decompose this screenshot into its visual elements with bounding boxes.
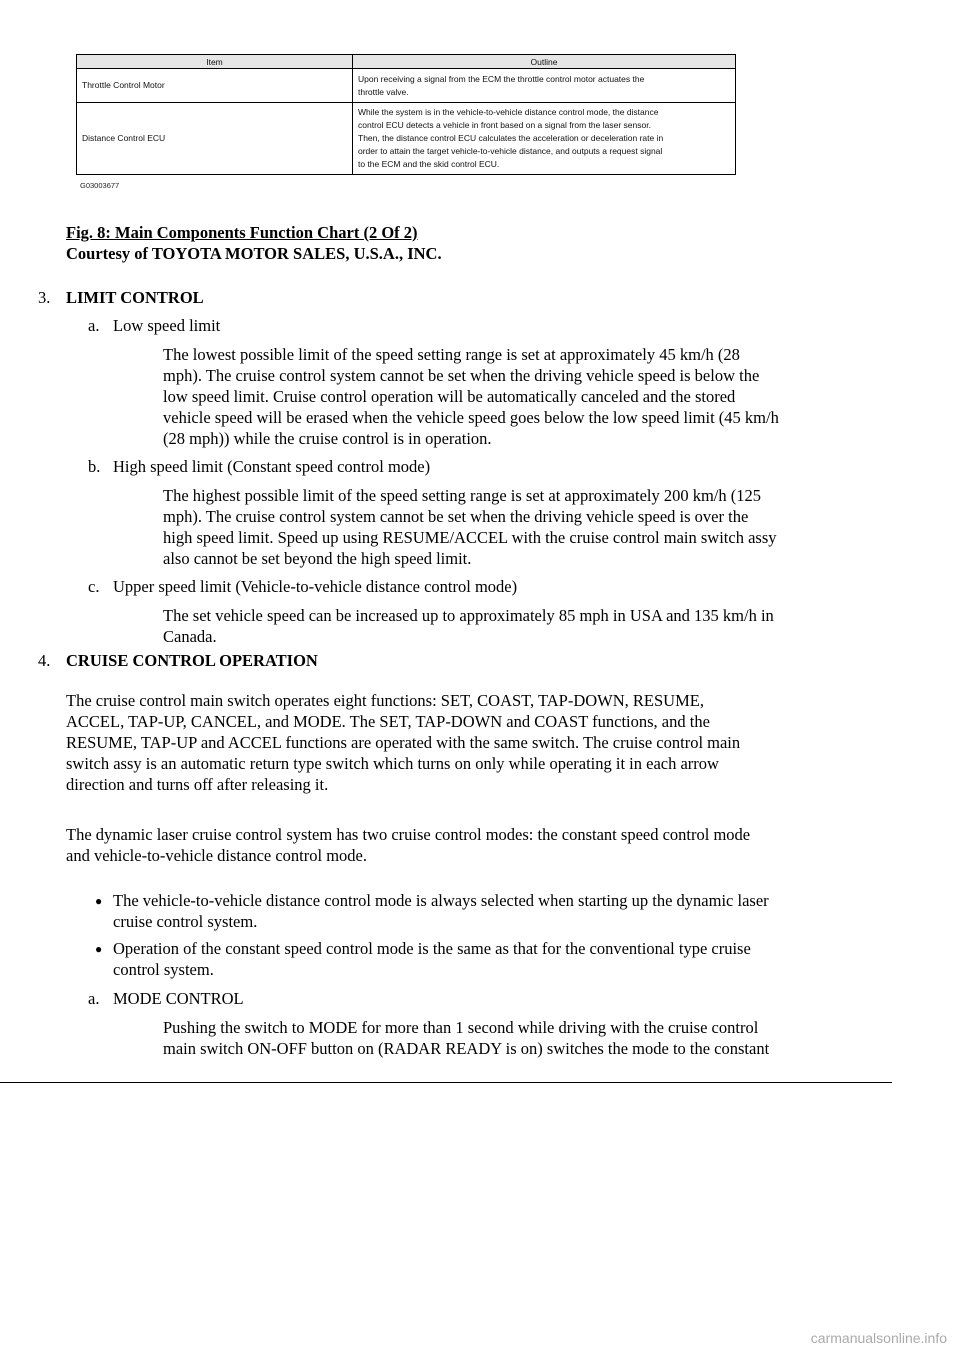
bullet-item [113,890,769,932]
text-line: vehicle speed will be erased when the vehicle speed goes below the low speed limit (45 km/h [163,408,779,427]
text-line: low speed limit. Cruise control operation will be automatically canceled and the stored [163,387,736,406]
table-row [77,69,736,103]
bullet-icon: ● [95,894,103,908]
text-line: control system. [113,960,214,979]
text-line: high speed limit. Speed up using RESUME/ACCEL with the cruise control main switch assy [163,528,777,547]
subsection-label: Low speed limit [113,316,221,335]
paragraph [163,605,774,647]
subsection-mark: b. [88,457,101,476]
outline-line: order to attain the target vehicle-to-vehicle distance, and outputs a request signal [358,146,663,156]
outline-line: Upon receiving a signal from the ECM the throttle control motor actuates the [358,73,645,84]
text-line: cruise control system. [113,912,258,931]
subsection-label: Upper speed limit (Vehicle-to-vehicle distance control mode) [113,577,518,596]
text-line: mph). The cruise control system cannot be set when the driving vehicle speed is below the [163,366,760,385]
paragraph [163,344,779,449]
text-line: (28 mph)) while the cruise control is in operation. [163,429,492,448]
subsection-mark: c. [88,577,100,596]
figure-caption-title: Fig. 8: Main Components Function Chart (2 Of 2) [66,223,418,242]
paragraph [163,1017,769,1059]
table-header-outline: Outline [353,55,736,69]
bullet-icon: ● [95,942,103,956]
text-line: The dynamic laser cruise control system has two cruise control modes: the constant speed control mode [66,825,751,844]
table-cell-item: Distance Control ECU [77,103,353,175]
outline-line: While the system is in the vehicle-to-vehicle distance control mode, the distance [358,107,659,117]
table-header-item: Item [77,55,353,69]
text-line: RESUME, TAP-UP and ACCEL functions are operated with the same switch. The cruise control main [66,733,741,752]
paragraph [163,485,777,569]
text-line: and vehicle-to-vehicle distance control mode. [66,846,368,865]
figure-code: G03003677 [80,181,120,190]
watermark: carmanualsonline.info [810,1330,947,1346]
text-line: direction and turns off after releasing it. [66,775,329,794]
outline-line: throttle valve. [358,86,409,97]
table-cell-outline [353,69,736,103]
figure-caption-credit: Courtesy of TOYOTA MOTOR SALES, U.S.A., INC. [66,244,442,263]
table-cell-outline [353,103,736,175]
subsection-mark: a. [88,316,100,335]
text-line: The lowest possible limit of the speed setting range is set at approximately 45 km/h (28 [163,345,740,364]
section-heading: CRUISE CONTROL OPERATION [66,651,318,670]
text-line: The highest possible limit of the speed setting range is set at approximately 200 km/h (125 [163,486,762,505]
outline-line: Then, the distance control ECU calculates the acceleration or deceleration rate in [358,133,664,143]
text-line: Operation of the constant speed control mode is the same as that for the conventional type cruise [113,939,751,958]
table-row [77,103,736,175]
subsection-mark: a. [88,989,100,1008]
function-chart-table [76,54,736,175]
paragraph [66,690,740,795]
text-line: ACCEL, TAP-UP, CANCEL, and MODE. The SET, TAP-DOWN and COAST functions, and the [66,712,710,731]
text-line: mph). The cruise control system cannot be set when the driving vehicle speed is over the [163,507,749,526]
text-line: The cruise control main switch operates eight functions: SET, COAST, TAP-DOWN, RESUME, [66,691,704,710]
page-divider [0,1082,892,1083]
text-line: Canada. [163,627,217,646]
section-number: 4. [38,651,51,670]
bullet-item [113,938,751,980]
table-cell-item: Throttle Control Motor [77,69,353,103]
section-heading: LIMIT CONTROL [66,288,204,307]
subsection-label: High speed limit (Constant speed control mode) [113,457,431,476]
text-line: The set vehicle speed can be increased up to approximately 85 mph in USA and 135 km/h in [163,606,774,625]
subsection-label: MODE CONTROL [113,989,244,1008]
text-line: main switch ON-OFF button on (RADAR READY is on) switches the mode to the constant [163,1039,770,1058]
text-line: also cannot be set beyond the high speed limit. [163,549,472,568]
text-line: The vehicle-to-vehicle distance control mode is always selected when starting up the dynamic laser [113,891,769,910]
text-line: Pushing the switch to MODE for more than 1 second while driving with the cruise control [163,1018,759,1037]
paragraph [66,824,750,866]
section-number: 3. [38,288,51,307]
outline-line: to the ECM and the skid control ECU. [358,159,500,169]
text-line: switch assy is an automatic return type switch which turns on only while operating it in each arrow [66,754,719,773]
outline-line: control ECU detects a vehicle in front based on a signal from the laser sensor. [358,120,651,130]
